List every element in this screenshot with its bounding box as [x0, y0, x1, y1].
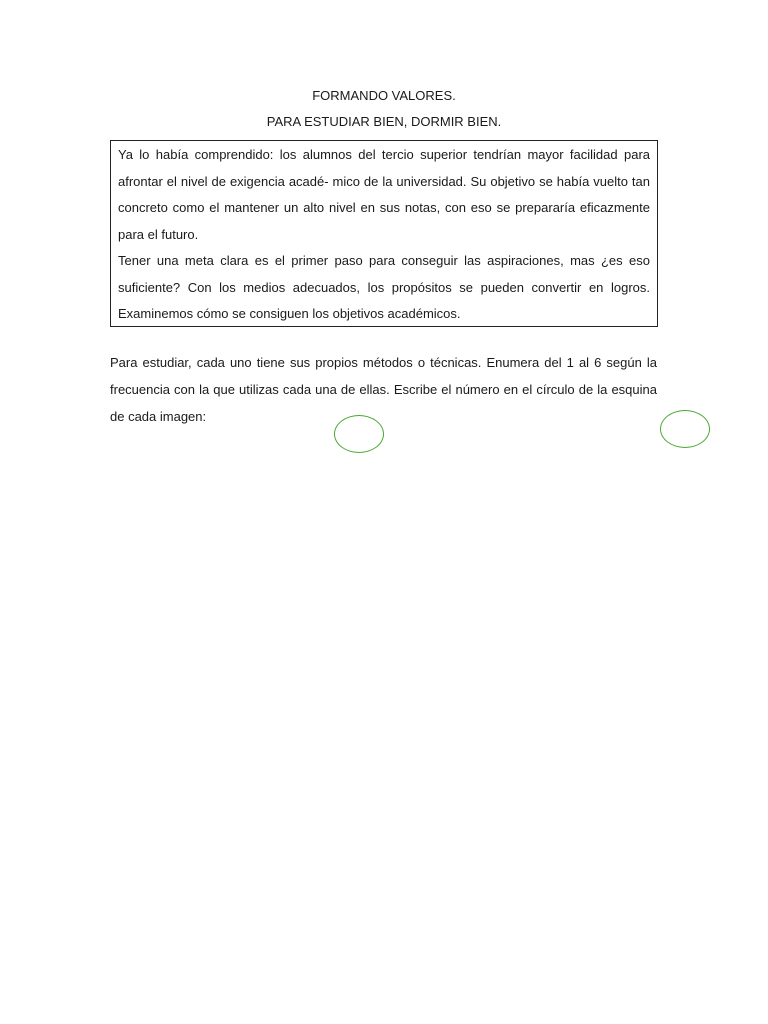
page-title: FORMANDO VALORES.: [312, 88, 456, 103]
number-circle-2[interactable]: [660, 410, 710, 448]
intro-text-box: [110, 140, 658, 327]
intro-paragraph: Ya lo había comprendido: los alumnos del tercio superior tendrían mayor facilidad para afrontar el nivel de exigencia acadé- mico de la universidad. Su objetivo se había vuelto tan concreto como el mantener un alto nivel en sus notas, con eso se prepararía eficazmente para el futuro.: [118, 147, 650, 242]
instructions-paragraph: Para estudiar, cada uno tiene sus propios métodos o técnicas. Enumera del 1 al 6 según la frecuencia con la que utilizas cada una de ellas. Escribe el número en el círculo de la esquina de cada imagen:: [110, 355, 657, 424]
intro-paragraph: Tener una meta clara es el primer paso para conseguir las aspiraciones, mas ¿es eso suficiente? Con los medios adecuados, los propósitos se pueden convertir en logros. Examinemos cómo se consiguen los objetivos académicos.: [118, 253, 650, 321]
number-circle-1[interactable]: [334, 415, 384, 453]
page-subtitle: PARA ESTUDIAR BIEN, DORMIR BIEN.: [266, 114, 502, 129]
